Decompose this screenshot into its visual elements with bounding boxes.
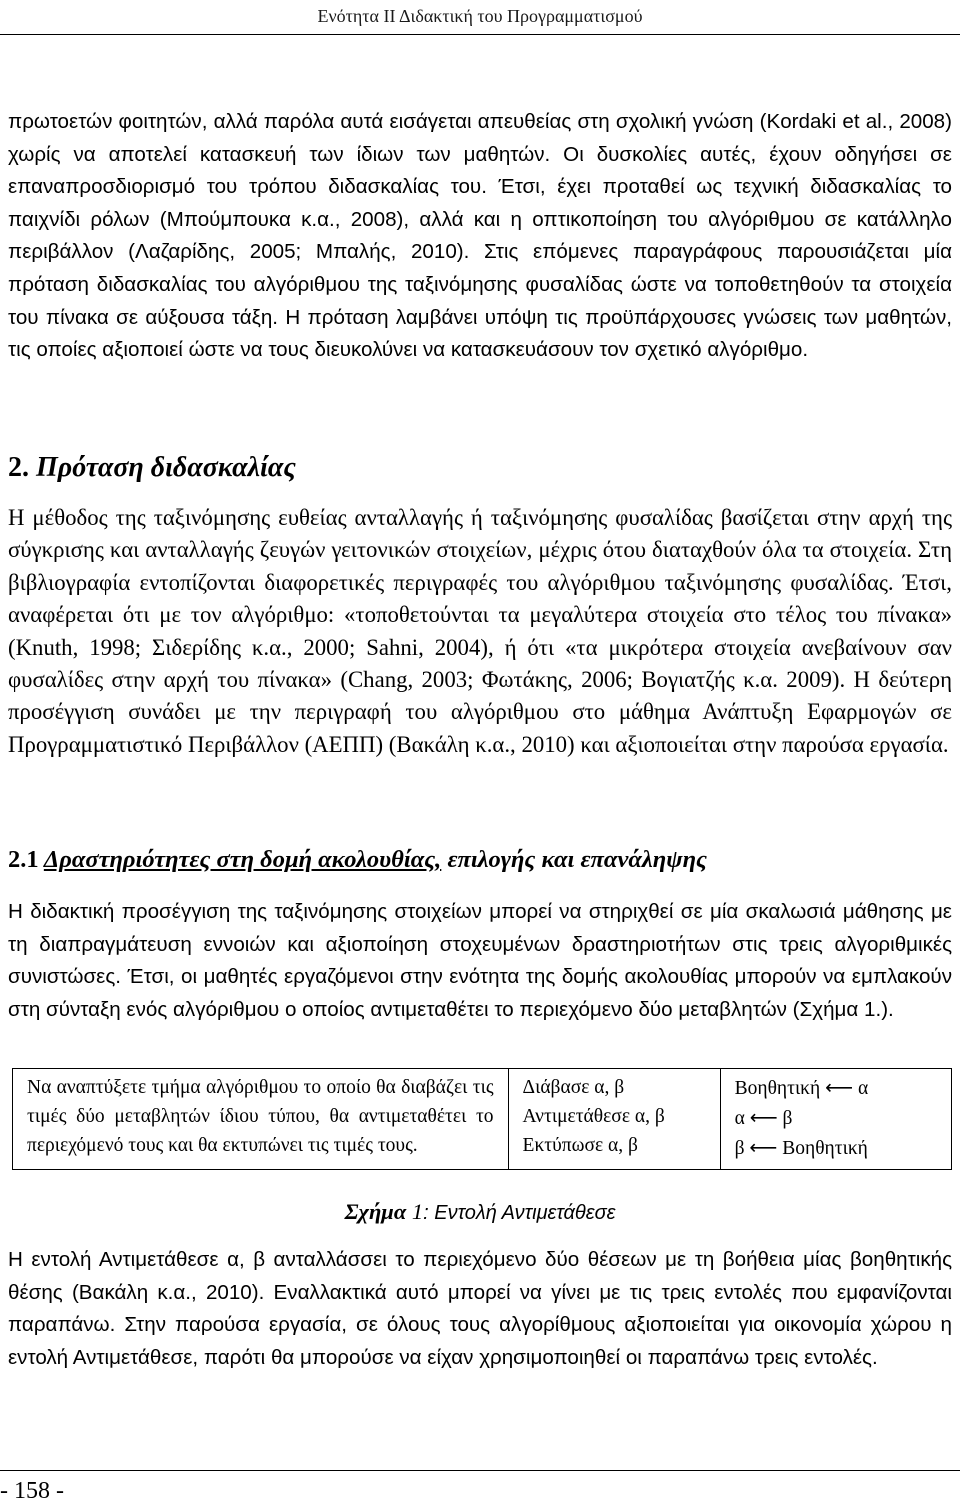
closing-paragraph: Η εντολή Αντιμετάθεσε α, β ανταλλάσσει το περιεχόμενο δύο θέσεων με τη βοήθεια μίας βοηθητικής θέσης (Βακάλη κ.α., 2010). Εναλλακτικά αυτό μπορεί να γίνει με τις τρεις εντολές που εμφανίζονται παραπάνω. Στην παρούσα εργασία, σε όλους τους αλγορίθμους αξιοποιείται για οικονομία χώρου η εντολή Αντιμετάθεσε, παρότι θα μπορούσε να είχαν χρησιμοποιηθεί οι παραπάνω τρεις εντολές. <box>8 1248 952 1369</box>
assign-target: β <box>734 1138 745 1159</box>
left-arrow-icon: ⟵ <box>749 1106 778 1129</box>
assign-line-3 <box>735 1133 937 1163</box>
section-2-1-heading <box>8 846 707 874</box>
assign-source: Βοηθητική <box>782 1138 868 1159</box>
section-2-title: Πρόταση διδασκαλίας <box>36 452 296 483</box>
assign-target: α <box>734 1108 745 1129</box>
assign-line-2 <box>735 1103 937 1133</box>
code-line-swap: Αντιμετάθεσε α, β <box>522 1106 665 1127</box>
page-number: - 158 - <box>0 1478 64 1504</box>
figure-task-cell: Να αναπτύξετε τμήμα αλγόριθμου το οποίο θα διαβάζει τις τιμές δύο μεταβλητών ίδιου τύπου, θα αντιμεταθέτει το περιεχόμενό τους και θα εκτυπώνει τις τιμές τους. <box>13 1069 509 1170</box>
figure-1-table <box>12 1068 952 1170</box>
footer-divider <box>0 1470 960 1471</box>
figure-code-cell <box>508 1069 720 1170</box>
caption-label: Σχήμα 1 <box>344 1199 424 1224</box>
section-2-1-title-underlined: Δραστηριότητες στη δομή ακολουθίας, <box>43 846 442 873</box>
header-divider <box>0 34 960 35</box>
section-2-1-title-rest: επιλογής και επανάληψης <box>447 846 707 873</box>
assign-source: β <box>782 1108 793 1129</box>
assign-target: Βοηθητική <box>734 1078 821 1099</box>
assign-line-1 <box>735 1073 937 1103</box>
figure-1-row <box>13 1069 952 1170</box>
code-line-read: Διάβασε α, β <box>522 1077 625 1098</box>
section-2-heading <box>8 452 296 484</box>
figure-1-caption <box>0 1199 960 1225</box>
section-2-1-paragraph: Η διδακτική προσέγγιση της ταξινόμησης στοιχείων μπορεί να στηριχθεί σε μία σκαλωσιά μάθησης με τη διαπραγμάτευση εννοιών και αξιοποίηση στοχευμένων δραστηριοτήτων στις τρεις αλγοριθμικές συνιστώσες. Έτσι, οι μαθητές εργαζόμενοι στην ενότητα της δομής ακολουθίας μπορούν να εμπλακούν στη σύνταξη ενός αλγόριθμου ο οποίος αντιμεταθέτει το περιεχόμενο δύο μεταβλητών (Σχήμα 1.). <box>8 900 952 1021</box>
caption-text: : Εντολή Αντιμετάθεσε <box>423 1202 616 1224</box>
figure-assign-cell <box>720 1069 951 1170</box>
assign-source: α <box>857 1078 869 1099</box>
code-line-print: Εκτύπωσε α, β <box>522 1135 638 1156</box>
running-header: Ενότητα ΙΙ Διδακτική του Προγραμματισμού <box>317 6 643 26</box>
section-2-1-number: 2.1 <box>8 846 39 873</box>
section-2-paragraph: Η μέθοδος της ταξινόμησης ευθείας ανταλλαγής ή ταξινόμησης φυσαλίδας βασίζεται στην αρχή της σύγκρισης και ανταλλαγής ζευγών γειτονικών στοιχείων, μέχρις ότου διαταχθούν όλα τα στοιχεία. Στη βιβλιογραφία εντοπίζονται διαφορετικές περιγραφές του αλγόριθμου ταξινόμησης φυσαλίδας. Έτσι, αναφέρεται ότι με τον αλγόριθμο: «τοποθετούνται τα μεγαλύτερα στοιχεία στο τέλος του πίνακα» (Knuth, 1998; Σιδερίδης κ.α., 2000; Sahni, 2004), ή ότι «τα μικρότερα στοιχεία ανεβαίνουν σαν φυσαλίδες στην αρχή του πίνακα» (Chang, 2003; Φωτάκης, 2006; Βογιατζής κ.α. 2009). Η δεύτερη προσέγγιση συνάδει με την περιγραφή του αλγόριθμου στο μάθημα Ανάπτυξη Εφαρμογών σε Προγραμματιστικό Περιβάλλον (ΑΕΠΠ) (Βακάλη κ.α., 2010) και αξιοποιείται στην παρούσα εργασία. <box>8 505 952 757</box>
left-arrow-icon: ⟵ <box>749 1136 778 1159</box>
intro-paragraph: πρωτοετών φοιτητών, αλλά παρόλα αυτά εισάγεται απευθείας στη σχολική γνώση (Kordaki et al., 2008) χωρίς να αποτελεί κατασκευή των ίδιων των μαθητών. Οι δυσκολίες αυτές, έχουν οδηγήσει σε επαναπροσδιορισμό του τρόπου διδασκαλίας του. Έτσι, έχει προταθεί ως τεχνική διδασκαλίας το παιχνίδι ρόλων (Μπούμπουκα κ.α., 2008), αλλά και η οπτικοποίηση του αλγόριθμου σε κατάλληλο περιβάλλον (Λαζαρίδης, 2005; Μπαλής, 2010). Στις επόμενες παραγράφους παρουσιάζεται μία πρόταση διδασκαλίας του αλγόριθμου της ταξινόμησης φυσαλίδας ώστε να τοποθετηθούν τα στοιχεία του πίνακα σε αύξουσα τάξη. Η πρόταση λαμβάνει υπόψη τις προϋπάρχουσες γνώσεις των μαθητών, τις οποίες αξιοποιεί ώστε να τους διευκολύνει να κατασκευάσουν τον σχετικό αλγόριθμο. <box>8 110 952 362</box>
section-2-number: 2. <box>8 452 29 483</box>
left-arrow-icon: ⟵ <box>825 1076 854 1099</box>
